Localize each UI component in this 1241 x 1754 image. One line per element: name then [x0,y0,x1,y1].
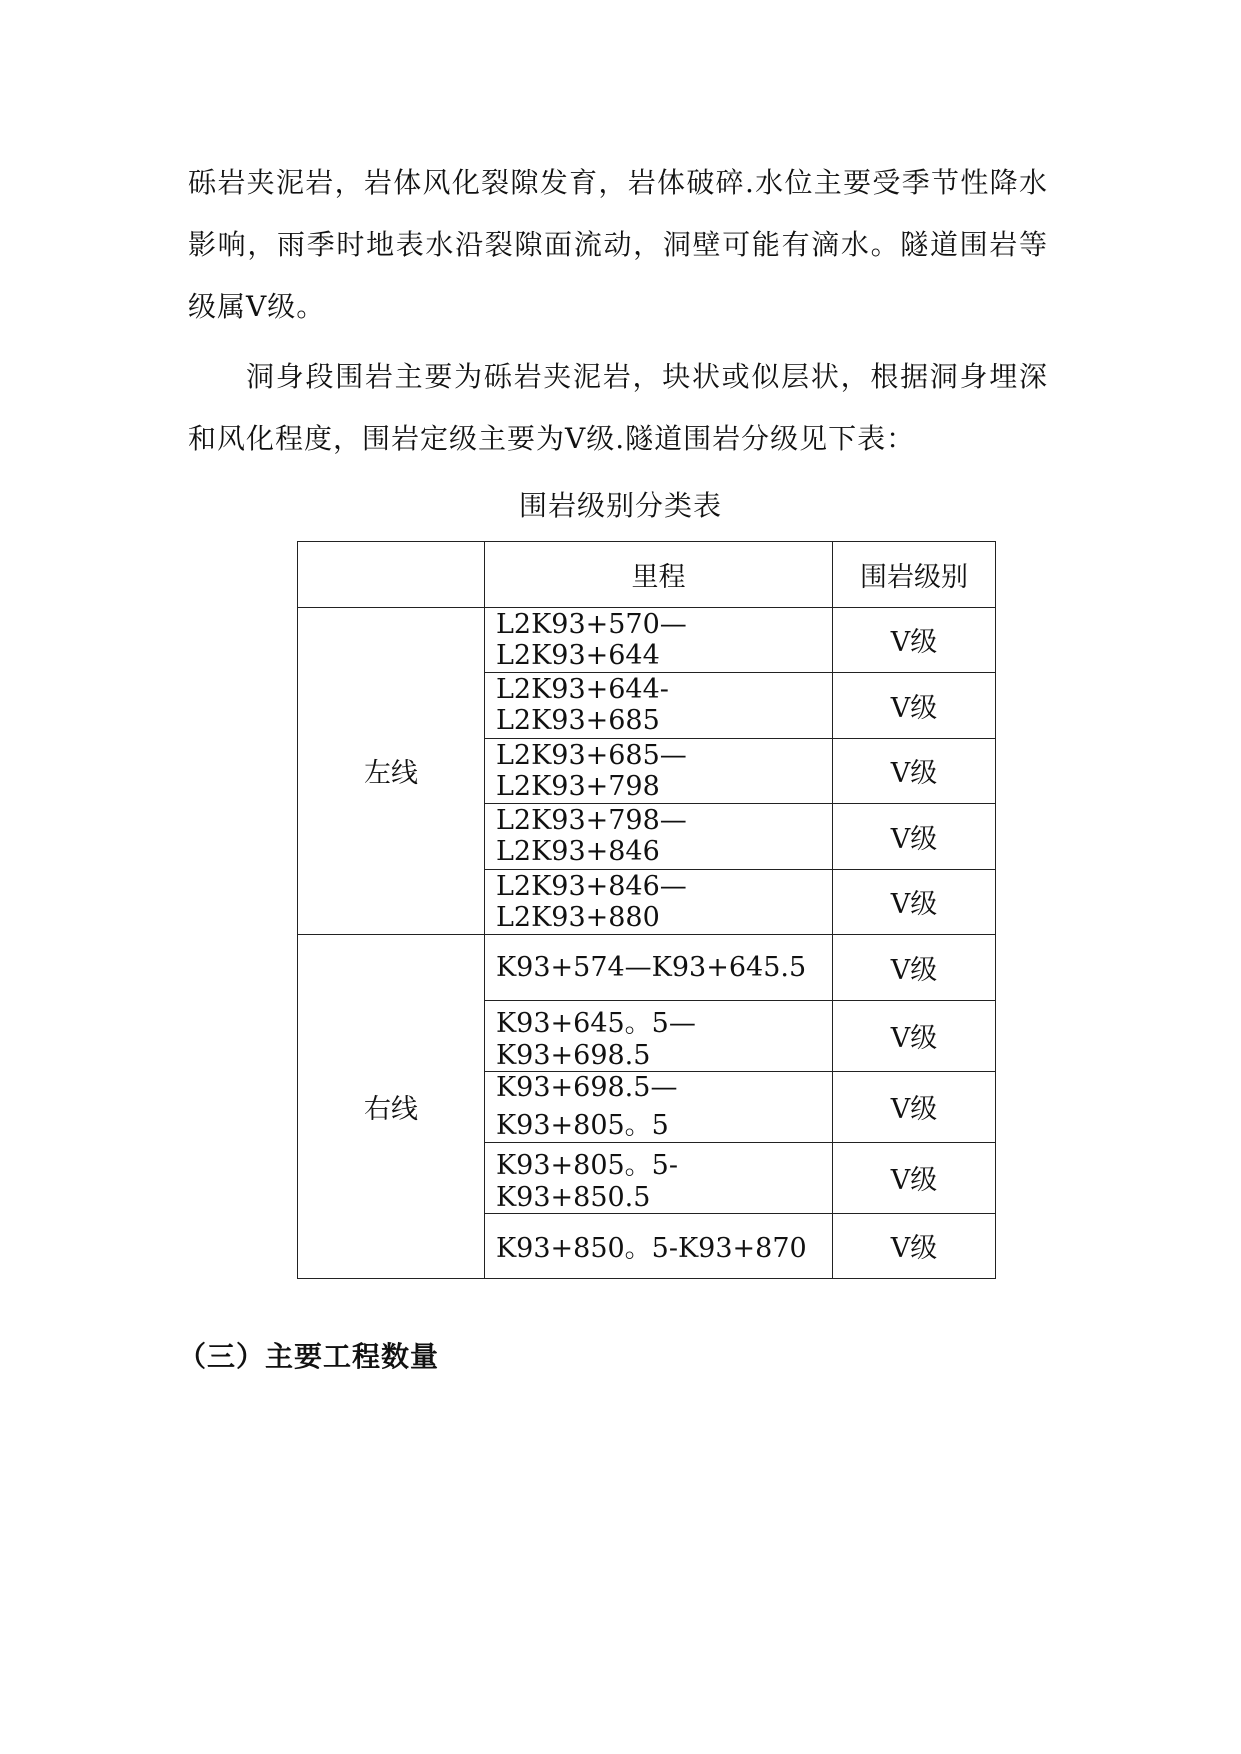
table-row [298,935,996,1001]
rock-grade-table [297,541,996,1279]
mileage-cell: L2K93+685—L2K93+798 [485,738,833,804]
grade-cell: Ⅴ级 [833,935,996,1001]
right-line-label: 右线 [298,935,485,1279]
mileage-cell: L2K93+644-L2K93+685 [485,673,833,739]
table-header-row [298,542,996,608]
mileage-cell: K93+698.5—K93+805。5 [485,1071,833,1142]
mileage-cell: K93+574—K93+645.5 [485,935,833,1001]
paragraph-rock-description: 砾岩夹泥岩，岩体风化裂隙发育，岩体破碎.水位主要受季节性降水影响，雨季时地表水沿裂隙面流动，洞壁可能有滴水。隧道围岩等级属Ⅴ级。 [188,166,1048,323]
header-mileage: 里程 [485,542,833,608]
grade-cell: Ⅴ级 [833,1142,996,1213]
section-heading-engineering-quantities: （三）主要工程数量 [178,1340,440,1373]
table-caption: 围岩级别分类表 [518,489,722,522]
mileage-cell: K93+645。5—K93+698.5 [485,1000,833,1071]
grade-cell: Ⅴ级 [833,804,996,870]
table-row [298,607,996,673]
left-line-label: 左线 [298,607,485,935]
mileage-cell: K93+805。5-K93+850.5 [485,1142,833,1213]
mileage-cell: L2K93+798—L2K93+846 [485,804,833,870]
grade-cell: Ⅴ级 [833,607,996,673]
mileage-cell: K93+850。5-K93+870 [485,1213,833,1279]
header-line [298,542,485,608]
grade-cell: Ⅴ级 [833,673,996,739]
header-grade: 围岩级别 [833,542,996,608]
grade-cell: Ⅴ级 [833,1213,996,1279]
grade-cell: Ⅴ级 [833,1071,996,1142]
grade-cell: Ⅴ级 [833,869,996,935]
mileage-cell: L2K93+846—L2K93+880 [485,869,833,935]
mileage-cell: L2K93+570—L2K93+644 [485,607,833,673]
paragraph-tunnel-body-grade: 洞身段围岩主要为砾岩夹泥岩，块状或似层状，根据洞身埋深和风化程度，围岩定级主要为Ⅴ级.隧道围岩分级见下表： [188,360,1048,455]
grade-cell: Ⅴ级 [833,738,996,804]
grade-cell: Ⅴ级 [833,1000,996,1071]
